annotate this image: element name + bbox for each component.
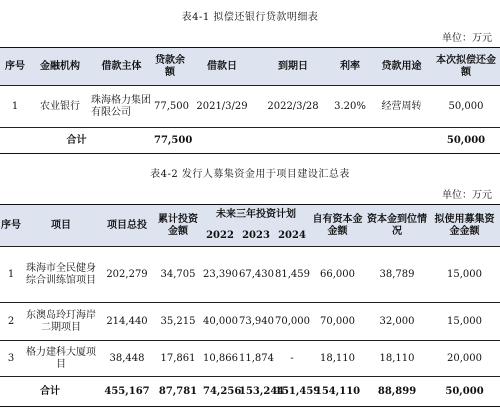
t2-total-cell: 88,899	[377, 385, 417, 397]
t2-cell: -	[290, 352, 294, 364]
t2-cell: 81,459	[275, 268, 310, 280]
t1-header-loan-date: 借款日	[207, 60, 237, 72]
t1-total-balance: 77,500	[154, 134, 193, 146]
table2-unit: 单位：万元	[442, 190, 492, 201]
table-row	[0, 247, 500, 303]
t1-cell: 2021/3/29	[196, 100, 248, 112]
t1-cell: 3.20%	[334, 100, 366, 112]
t2-header-2022: 2022	[206, 229, 234, 241]
table-row	[0, 341, 500, 377]
t2-total-cell: 154,110	[314, 385, 361, 397]
table1-unit: 单位：万元	[442, 33, 492, 44]
t2-header-2024: 2024	[278, 229, 306, 241]
t1-header-balance: 贷款余额	[155, 54, 185, 78]
t1-cell: 1	[11, 100, 19, 112]
t2-cell: 20,000	[447, 352, 483, 364]
t2-cell: 珠海市全民健身综合训练馆项目	[26, 262, 96, 286]
t2-cell: 40,000	[203, 315, 238, 327]
t1-header-repay: 本次拟偿还金额	[436, 54, 496, 78]
table1-caption: 表4-1 拟偿还银行贷款明细表	[181, 12, 319, 23]
t1-header-purpose: 贷款用途	[381, 60, 422, 72]
t2-cell: 70,000	[320, 315, 356, 327]
t2-total-cell: 74,256	[203, 385, 242, 397]
t2-header-2023: 2023	[242, 229, 270, 241]
t2-header-total-invest: 项目总投	[100, 205, 154, 247]
t2-cell: 东澳岛玲玎海岸二期项目	[26, 309, 96, 333]
t2-cell: 2	[7, 315, 15, 327]
t2-cell: 格力建科大厦项目	[26, 346, 96, 370]
t2-total-cell: 50,000	[445, 385, 484, 397]
t2-cell: 23,390	[203, 268, 238, 280]
t2-cell: 32,000	[379, 315, 415, 327]
t2-cell: 35,215	[160, 315, 196, 327]
t2-cell: 70,000	[275, 315, 310, 327]
t2-cell: 11,874	[239, 352, 274, 364]
t2-cell: 73,940	[239, 315, 274, 327]
t2-cell: 18,110	[320, 352, 356, 364]
t1-header-no: 序号	[5, 60, 25, 72]
t1-cell: 77,500	[154, 100, 189, 112]
t2-cell: 67,430	[239, 268, 274, 280]
t1-header-institution: 金融机构	[40, 60, 80, 72]
t2-total-cell: 87,781	[158, 385, 198, 397]
t1-cell: 经营周转	[381, 100, 422, 112]
t1-total-repay: 50,000	[446, 134, 486, 146]
t1-cell: 50,000	[448, 100, 484, 112]
t2-header-project: 项目	[22, 205, 100, 247]
t2-cell: 66,000	[320, 268, 356, 280]
t2-cell: 214,440	[106, 315, 148, 327]
table-row	[0, 86, 500, 128]
project-funds-table	[0, 204, 500, 407]
t2-cell: 17,861	[160, 352, 196, 364]
t2-cell: 1	[7, 268, 15, 280]
t1-header-due-date: 到期日	[278, 60, 308, 72]
t1-cell: 珠海格力集团有限公司	[91, 94, 151, 118]
t2-cell: 15,000	[447, 315, 483, 327]
t1-header-borrower: 借款主体	[101, 60, 142, 72]
t1-header-rate: 利率	[340, 60, 360, 72]
t2-header-plan: 未来三年投资计划	[216, 209, 296, 221]
t2-cell: 38,448	[109, 352, 145, 364]
t2-cell: 18,110	[379, 352, 415, 364]
t2-header-raise-use: 拟使用募集资金金额	[429, 205, 500, 247]
t2-header-cum-invest: 累计投资金额	[154, 205, 202, 247]
t1-total-label: 合计	[66, 134, 87, 146]
t2-header-no: 序号	[0, 205, 22, 247]
t2-cell: 15,000	[447, 268, 483, 280]
t2-cell: 34,705	[160, 268, 196, 280]
table2-caption: 表4-2 发行人募集资金用于项目建设汇总表	[150, 169, 350, 180]
t2-total-cell: 151,459	[275, 385, 321, 397]
t2-cell: 10,866	[203, 352, 238, 364]
t1-cell: 农业银行	[40, 100, 80, 112]
table-total-row	[0, 377, 500, 407]
t2-total-label: 合计	[40, 385, 60, 397]
t2-cell: 202,279	[106, 268, 148, 280]
loan-repayment-table	[0, 47, 500, 154]
t2-total-cell: 153,244	[239, 385, 285, 397]
t2-header-capital-status: 资本金到位情况	[365, 205, 429, 247]
t2-cell: 38,789	[379, 268, 415, 280]
table-total-row	[0, 128, 500, 154]
table-row	[0, 303, 500, 341]
t2-total-cell: 455,167	[104, 385, 150, 397]
t2-cell: 3	[7, 352, 15, 364]
t1-cell: 2022/3/28	[267, 100, 319, 112]
t2-header-own-capital: 自有资本金金额	[310, 205, 365, 247]
